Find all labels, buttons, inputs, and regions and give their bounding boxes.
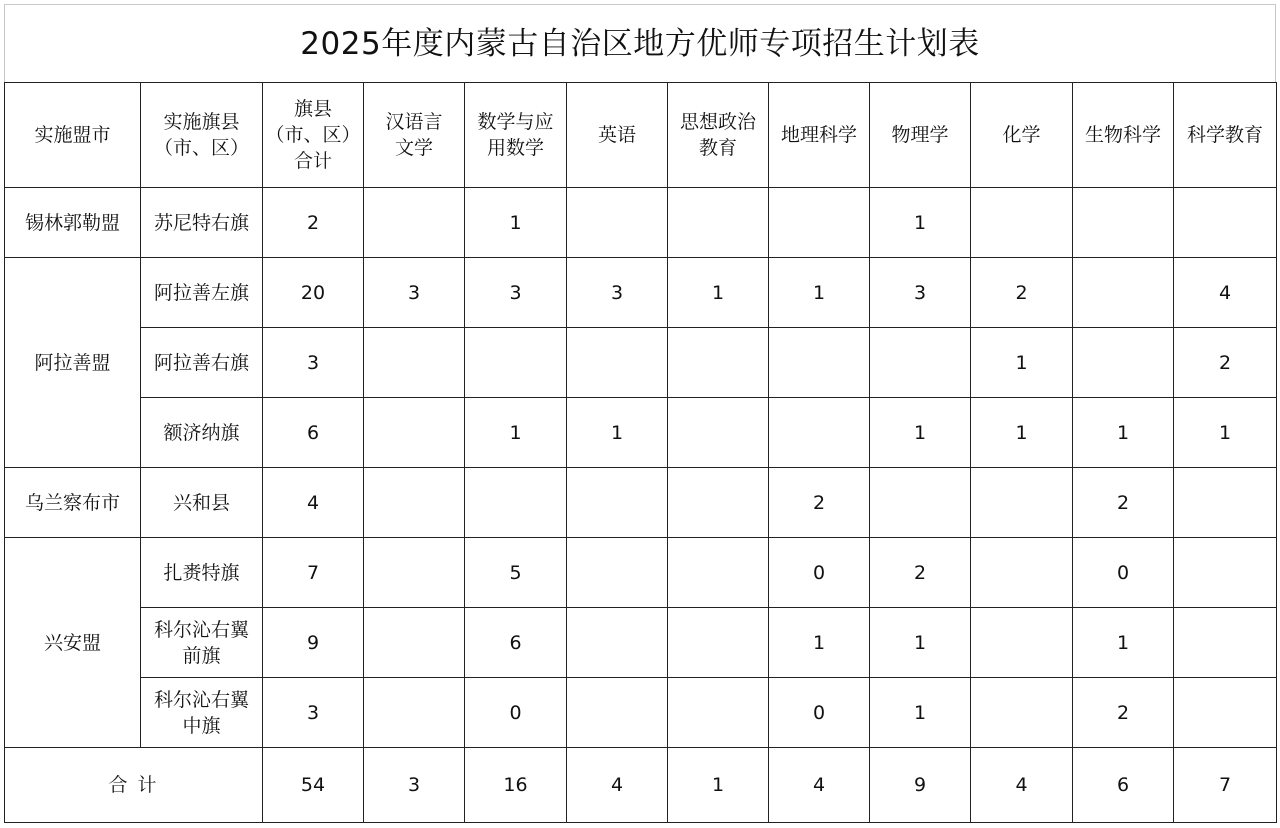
politics-cell [668, 678, 769, 748]
geography-cell: 0 [769, 678, 870, 748]
header-chemistry: 化学 [971, 83, 1073, 188]
chemistry-cell: 2 [971, 258, 1073, 328]
biology-cell [1073, 258, 1174, 328]
plan-document [4, 4, 1276, 828]
chemistry-cell [971, 608, 1073, 678]
english-cell [567, 468, 668, 538]
politics-cell: 1 [668, 258, 769, 328]
header-row [5, 83, 1277, 188]
chinese-cell [364, 398, 465, 468]
total-cell: 6 [263, 398, 364, 468]
biology-cell: 6 [1073, 748, 1174, 823]
biology-cell: 0 [1073, 538, 1174, 608]
geography-cell [769, 328, 870, 398]
total-row-label: 合 计 [5, 748, 263, 823]
geography-cell: 1 [769, 608, 870, 678]
league-cell: 乌兰察布市 [5, 468, 141, 538]
biology-cell: 2 [1073, 468, 1174, 538]
header-geography: 地理科学 [769, 83, 870, 188]
physics-cell: 9 [870, 748, 971, 823]
biology-cell [1073, 188, 1174, 258]
math-cell: 5 [465, 538, 567, 608]
chemistry-cell [971, 468, 1073, 538]
header-county: 实施旗县 （市、区） [141, 83, 263, 188]
chemistry-cell: 4 [971, 748, 1073, 823]
total-cell: 9 [263, 608, 364, 678]
geography-cell: 1 [769, 258, 870, 328]
biology-cell: 1 [1073, 398, 1174, 468]
chinese-cell [364, 468, 465, 538]
politics-cell [668, 538, 769, 608]
total-cell: 20 [263, 258, 364, 328]
physics-cell: 1 [870, 398, 971, 468]
politics-cell [668, 328, 769, 398]
header-english: 英语 [567, 83, 668, 188]
politics-cell [668, 608, 769, 678]
table-row [5, 398, 1277, 468]
physics-cell: 1 [870, 678, 971, 748]
table-row [5, 258, 1277, 328]
total-cell: 7 [263, 538, 364, 608]
total-cell: 3 [263, 678, 364, 748]
politics-cell [668, 468, 769, 538]
english-cell: 4 [567, 748, 668, 823]
total-cell: 54 [263, 748, 364, 823]
chemistry-cell: 1 [971, 398, 1073, 468]
science-edu-cell: 2 [1174, 328, 1277, 398]
total-cell: 2 [263, 188, 364, 258]
page-title: 2025年度内蒙古自治区地方优师专项招生计划表 [4, 4, 1276, 82]
physics-cell: 1 [870, 608, 971, 678]
science-edu-cell [1174, 468, 1277, 538]
total-cell: 3 [263, 328, 364, 398]
math-cell: 6 [465, 608, 567, 678]
biology-cell: 2 [1073, 678, 1174, 748]
county-cell: 额济纳旗 [141, 398, 263, 468]
english-cell: 1 [567, 398, 668, 468]
geography-cell: 2 [769, 468, 870, 538]
english-cell [567, 188, 668, 258]
county-cell: 科尔沁右翼 中旗 [141, 678, 263, 748]
science-edu-cell [1174, 608, 1277, 678]
table-row [5, 678, 1277, 748]
science-edu-cell [1174, 538, 1277, 608]
chemistry-cell: 1 [971, 328, 1073, 398]
table-row [5, 608, 1277, 678]
geography-cell [769, 188, 870, 258]
league-cell: 阿拉善盟 [5, 258, 141, 468]
header-politics: 思想政治 教育 [668, 83, 769, 188]
science-edu-cell [1174, 678, 1277, 748]
league-cell: 兴安盟 [5, 538, 141, 748]
header-biology: 生物科学 [1073, 83, 1174, 188]
chinese-cell [364, 188, 465, 258]
table-row [5, 328, 1277, 398]
league-cell: 锡林郭勒盟 [5, 188, 141, 258]
chinese-cell: 3 [364, 748, 465, 823]
math-cell: 3 [465, 258, 567, 328]
physics-cell: 1 [870, 188, 971, 258]
county-cell: 兴和县 [141, 468, 263, 538]
header-league: 实施盟市 [5, 83, 141, 188]
chinese-cell [364, 328, 465, 398]
header-math: 数学与应 用数学 [465, 83, 567, 188]
enrollment-plan-table [4, 82, 1277, 823]
header-science-edu: 科学教育 [1174, 83, 1277, 188]
chinese-cell [364, 678, 465, 748]
physics-cell [870, 328, 971, 398]
header-physics: 物理学 [870, 83, 971, 188]
biology-cell [1073, 328, 1174, 398]
math-cell [465, 328, 567, 398]
county-cell: 阿拉善右旗 [141, 328, 263, 398]
math-cell: 1 [465, 398, 567, 468]
chinese-cell [364, 608, 465, 678]
header-chinese: 汉语言 文学 [364, 83, 465, 188]
geography-cell [769, 398, 870, 468]
politics-cell [668, 398, 769, 468]
politics-cell [668, 188, 769, 258]
total-cell: 4 [263, 468, 364, 538]
table-row [5, 468, 1277, 538]
county-cell: 扎赉特旗 [141, 538, 263, 608]
science-edu-cell: 1 [1174, 398, 1277, 468]
english-cell [567, 538, 668, 608]
science-edu-cell: 7 [1174, 748, 1277, 823]
math-cell: 0 [465, 678, 567, 748]
science-edu-cell [1174, 188, 1277, 258]
physics-cell: 3 [870, 258, 971, 328]
geography-cell: 4 [769, 748, 870, 823]
county-cell: 阿拉善左旗 [141, 258, 263, 328]
chemistry-cell [971, 188, 1073, 258]
math-cell: 16 [465, 748, 567, 823]
english-cell [567, 608, 668, 678]
english-cell: 3 [567, 258, 668, 328]
table-row [5, 538, 1277, 608]
chemistry-cell [971, 538, 1073, 608]
geography-cell: 0 [769, 538, 870, 608]
math-cell: 1 [465, 188, 567, 258]
math-cell [465, 468, 567, 538]
chemistry-cell [971, 678, 1073, 748]
politics-cell: 1 [668, 748, 769, 823]
science-edu-cell: 4 [1174, 258, 1277, 328]
english-cell [567, 678, 668, 748]
header-total: 旗县 （市、区） 合计 [263, 83, 364, 188]
county-cell: 科尔沁右翼 前旗 [141, 608, 263, 678]
biology-cell: 1 [1073, 608, 1174, 678]
chinese-cell: 3 [364, 258, 465, 328]
physics-cell: 2 [870, 538, 971, 608]
english-cell [567, 328, 668, 398]
county-cell: 苏尼特右旗 [141, 188, 263, 258]
total-row [5, 748, 1277, 823]
chinese-cell [364, 538, 465, 608]
table-row [5, 188, 1277, 258]
physics-cell [870, 468, 971, 538]
